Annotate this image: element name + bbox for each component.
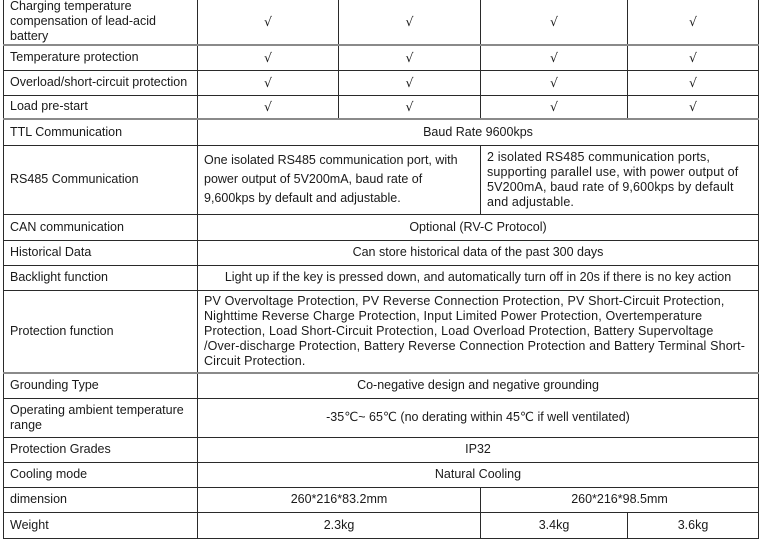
- check-mark: √: [628, 95, 759, 119]
- row-label: Historical Data: [4, 240, 198, 265]
- row-label: Weight: [4, 512, 198, 538]
- check-mark: √: [628, 0, 759, 45]
- table-row: [4, 373, 759, 398]
- row-value: Can store historical data of the past 300 days: [198, 240, 759, 265]
- row-value: Light up if the key is pressed down, and automatically turn off in 20s if there is no key action: [198, 265, 759, 290]
- check-mark: √: [339, 45, 481, 70]
- check-mark: √: [481, 45, 628, 70]
- table-row: [4, 95, 759, 119]
- check-mark: √: [198, 45, 339, 70]
- row-label: Operating ambient temperature range: [4, 398, 198, 437]
- row-value: One isolated RS485 communication port, with power output of 5V200mA, baud rate of 9,600kps by default and adjustable.: [198, 145, 481, 214]
- check-mark: √: [339, 0, 481, 45]
- row-label: Grounding Type: [4, 373, 198, 398]
- row-label: Overload/short-circuit protection: [4, 70, 198, 95]
- table-row: [4, 398, 759, 437]
- check-mark: √: [628, 70, 759, 95]
- row-value: Baud Rate 9600kps: [198, 119, 759, 145]
- row-value: 2 isolated RS485 communication ports, supporting parallel use, with power output of 5V200mA, baud rate of 9,600kps by default and adjustable.: [481, 145, 759, 214]
- row-value: IP32: [198, 437, 759, 462]
- check-mark: √: [198, 70, 339, 95]
- check-mark: √: [339, 70, 481, 95]
- check-mark: √: [481, 0, 628, 45]
- spec-table: [3, 0, 759, 539]
- row-label: RS485 Communication: [4, 145, 198, 214]
- table-row: [4, 290, 759, 373]
- table-row: [4, 45, 759, 70]
- row-value: 260*216*83.2mm: [198, 487, 481, 512]
- table-row: [4, 512, 759, 538]
- row-value: 2.3kg: [198, 512, 481, 538]
- table-row: [4, 487, 759, 512]
- check-mark: √: [628, 45, 759, 70]
- row-value: Optional (RV-C Protocol): [198, 214, 759, 240]
- row-label: TTL Communication: [4, 119, 198, 145]
- table-row: [4, 240, 759, 265]
- check-mark: √: [481, 95, 628, 119]
- row-value: Natural Cooling: [198, 462, 759, 487]
- row-value: 260*216*98.5mm: [481, 487, 759, 512]
- row-value: -35℃~ 65℃ (no derating within 45℃ if well ventilated): [198, 398, 759, 437]
- table-row: [4, 214, 759, 240]
- row-label: CAN communication: [4, 214, 198, 240]
- table-row: [4, 265, 759, 290]
- row-label: Protection function: [4, 290, 198, 373]
- check-mark: √: [339, 95, 481, 119]
- row-value: PV Overvoltage Protection, PV Reverse Connection Protection, PV Short-Circuit Protection, Nighttime Reverse Charge Protection, Input Limited Power Protection, Overtemperature Protection, Load Short-Circuit Protection, Load Overload Protection, Battery Supervoltage /Over-discharge Protection, Battery Reverse Connection Protection and Battery Terminal Short-Circuit Protection.: [198, 290, 759, 373]
- row-value: 3.4kg: [481, 512, 628, 538]
- row-label: Backlight function: [4, 265, 198, 290]
- table-row: [4, 119, 759, 145]
- row-label: Cooling mode: [4, 462, 198, 487]
- table-row: [4, 70, 759, 95]
- row-label: dimension: [4, 487, 198, 512]
- row-label: Charging temperature compensation of lead-acid battery: [4, 0, 198, 45]
- row-label: Protection Grades: [4, 437, 198, 462]
- check-mark: √: [481, 70, 628, 95]
- row-label: Temperature protection: [4, 45, 198, 70]
- table-row: [4, 437, 759, 462]
- table-row: [4, 462, 759, 487]
- row-value: Co-negative design and negative grounding: [198, 373, 759, 398]
- row-value: 3.6kg: [628, 512, 759, 538]
- check-mark: √: [198, 95, 339, 119]
- check-mark: √: [198, 0, 339, 45]
- table-row: [4, 0, 759, 45]
- row-label: Load pre-start: [4, 95, 198, 119]
- table-row: [4, 145, 759, 214]
